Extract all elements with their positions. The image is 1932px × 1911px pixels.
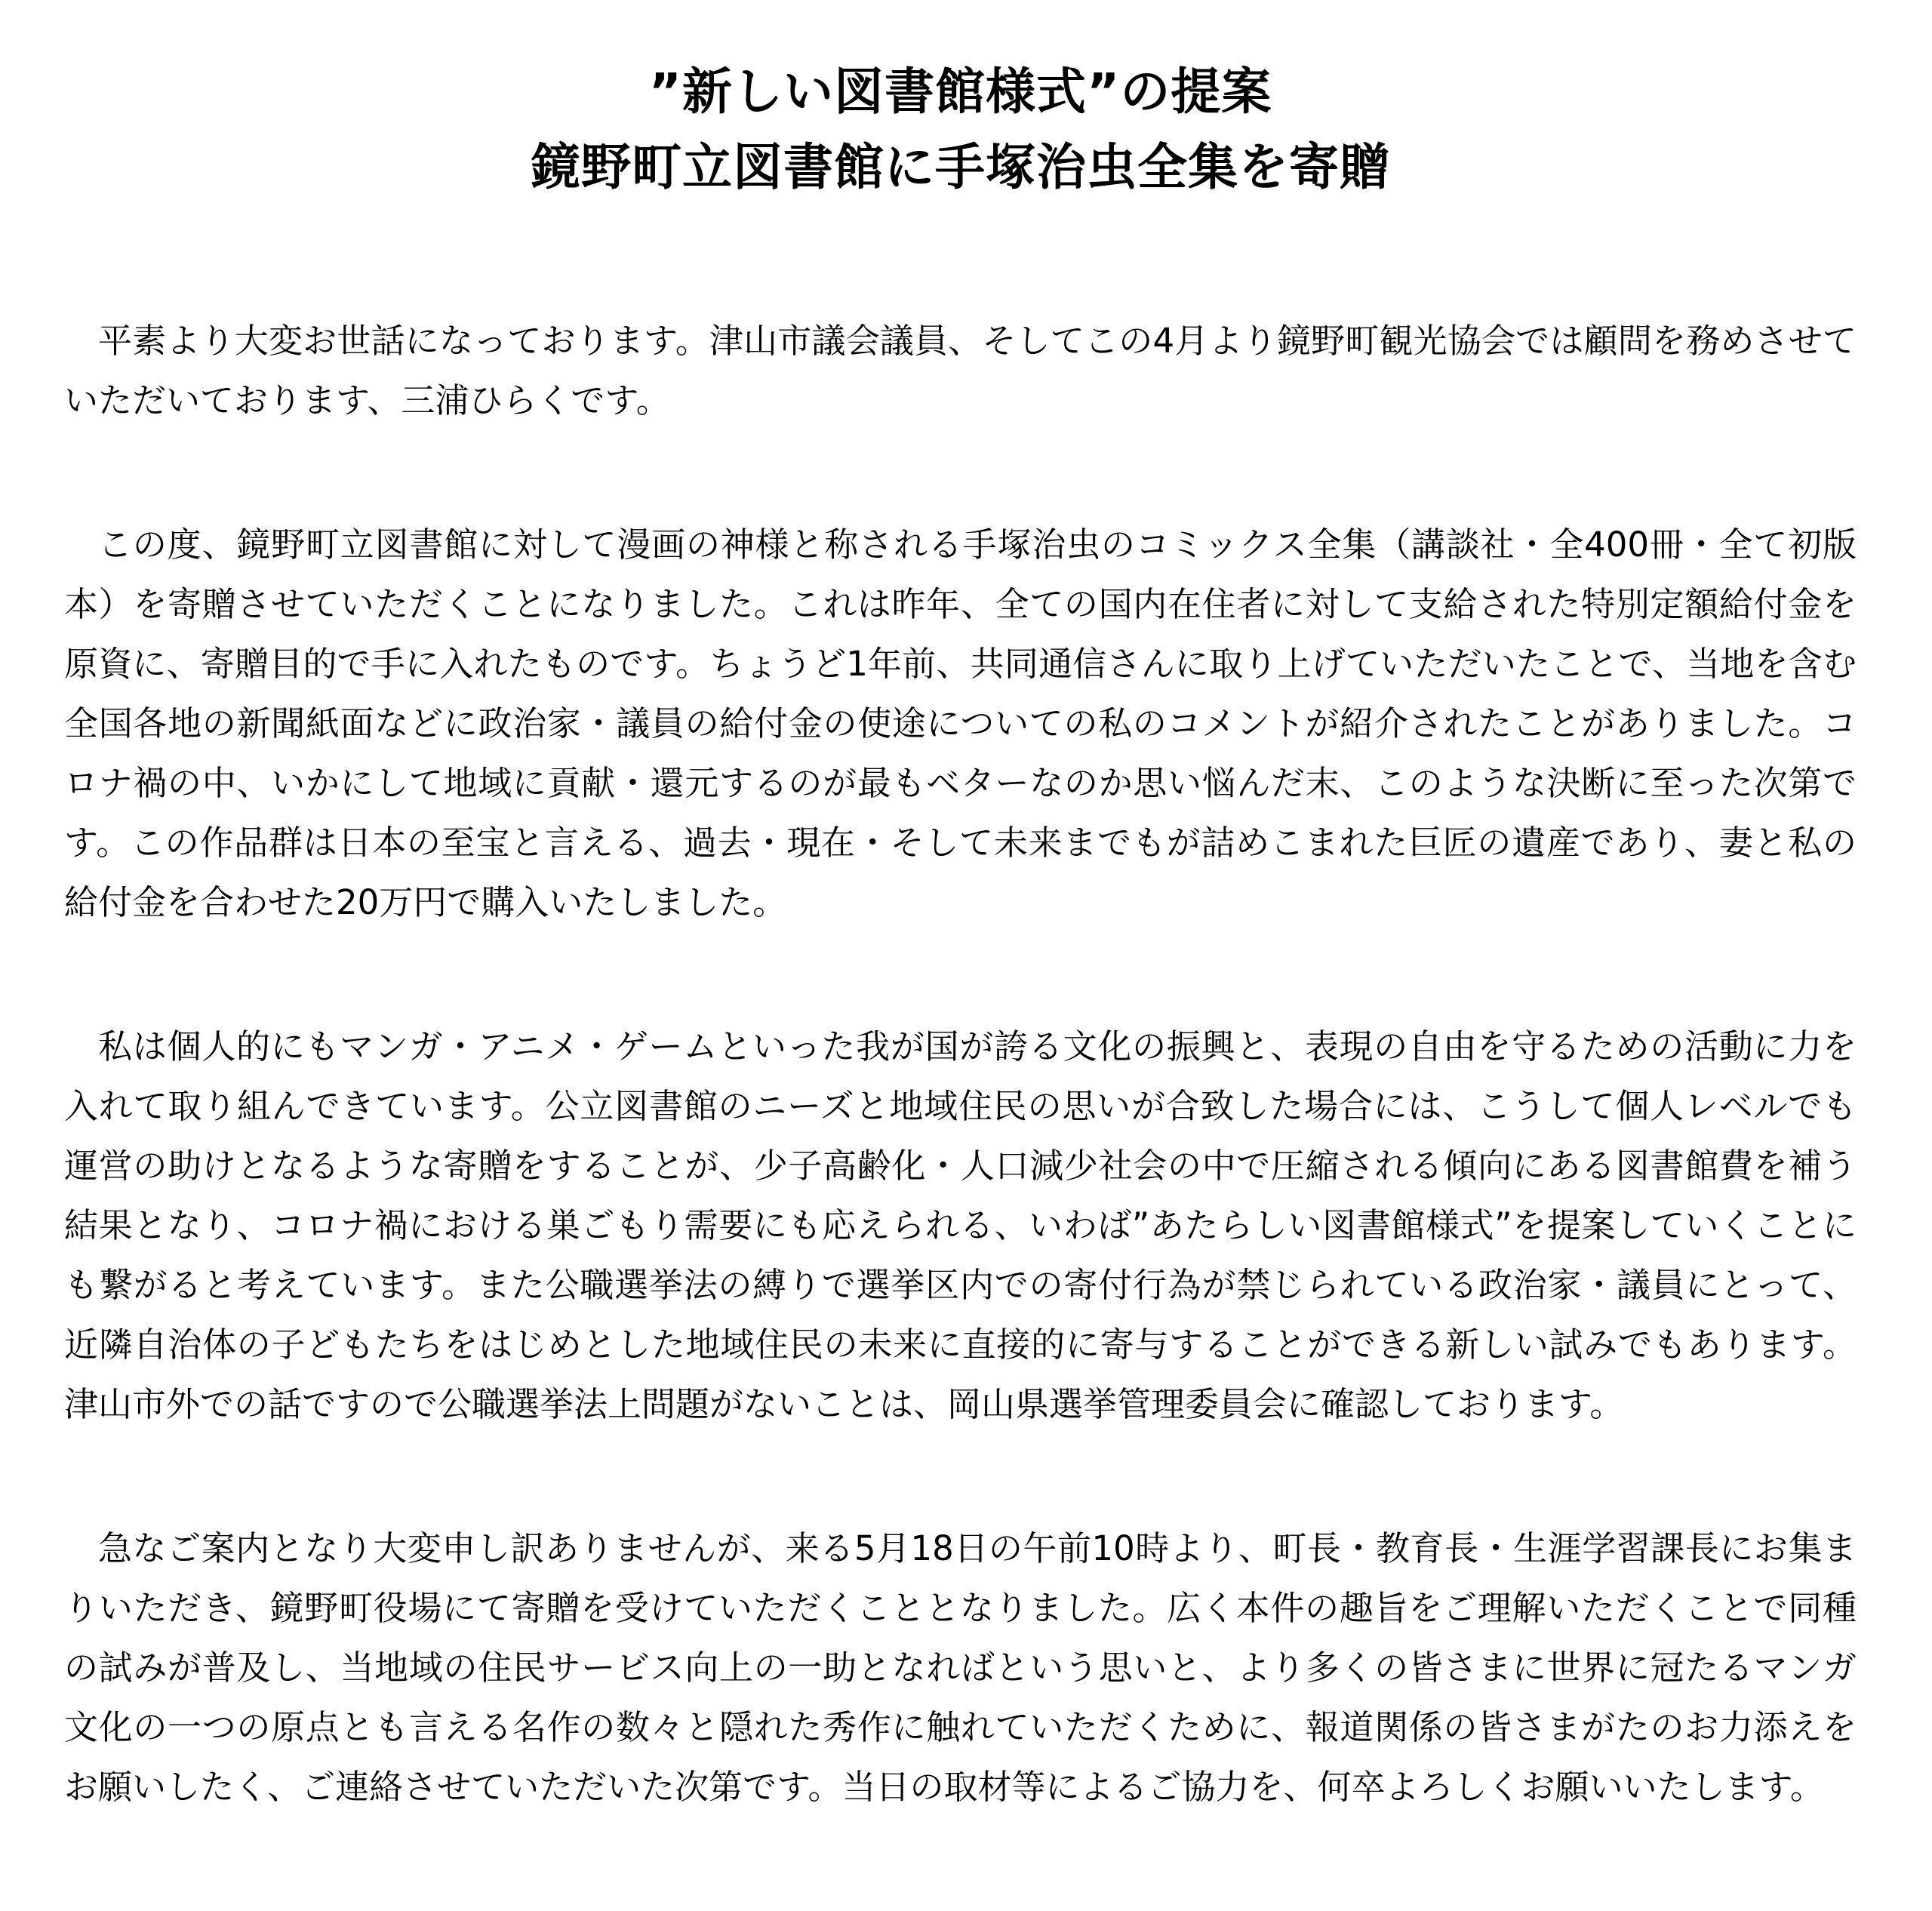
document-title: [64, 54, 1857, 205]
paragraph-greeting: 平素より大変お世話になっております。津山市議会議員、そしてこの4月より鏡野町観光協会では顧問を務めさせていただいております、三浦ひらくです。: [64, 321, 1857, 420]
document-body: [64, 311, 1857, 1817]
title-line-1: ”新しい図書館様式”の提案: [648, 63, 1272, 121]
paragraph-announcement: 急なご案内となり大変申し訳ありませんが、来る5月18日の午前10時より、町長・教育長・生涯学習課長にお集まりいただき、鏡野町役場にて寄贈を受けていただくこととなりました。広く本件の趣旨をご理解いただくことで同種の試みが普及し、当地域の住民サービス向上の一助となればという思いと、より多くの皆さまに世界に冠たるマンガ文化の一つの原点とも言える名作の数々と隠れた秀作に触れていただくために、報道関係の皆さまがたのお力添えをお願いしたく、ご連絡させていただいた次第です。当日の取材等によるご協力を、何卒よろしくお願いいたします。: [64, 1528, 1857, 1807]
paragraph-purpose: 私は個人的にもマンガ・アニメ・ゲームといった我が国が誇る文化の振興と、表現の自由を守るための活動に力を入れて取り組んできています。公立図書館のニーズと地域住民の思いが合致した場合には、こうして個人レベルでも運営の助けとなるような寄贈をすることが、少子高齢化・人口減少社会の中で圧縮される傾向にある図書館費を補う結果となり、コロナ禍における巣ごもり需要にも応えられる、いわば”あたらしい図書館様式”を提案していくことにも繋がると考えています。また公職選挙法の縛りで選挙区内での寄付行為が禁じられている政治家・議員にとって、近隣自治体の子どもたちをはじめとした地域住民の未来に直接的に寄与することができる新しい試みでもあります。津山市外での話ですので公職選挙法上問題がないことは、岡山県選挙管理委員会に確認しております。: [64, 1026, 1857, 1424]
title-line-2: 鏡野町立図書館に手塚治虫全集を寄贈: [531, 138, 1390, 196]
paragraph-donation: この度、鏡野町立図書館に対して漫画の神様と称される手塚治虫のコミックス全集（講談社・全400冊・全て初版本）を寄贈させていただくことになりました。これは昨年、全ての国内在住者に対して支給された特別定額給付金を原資に、寄贈目的で手に入れたものです。ちょうど1年前、共同通信さんに取り上げていただいたことで、当地を含む全国各地の新聞紙面などに政治家・議員の給付金の使途についての私のコメントが紹介されたことがありました。コロナ禍の中、いかにして地域に貢献・還元するのが最もベターなのか思い悩んだ末、このような決断に至った次第です。この作品群は日本の至宝と言える、過去・現在・そして未来までもが詰めこまれた巨匠の遺産であり、妻と私の給付金を合わせた20万円で購入いたしました。: [64, 525, 1857, 922]
